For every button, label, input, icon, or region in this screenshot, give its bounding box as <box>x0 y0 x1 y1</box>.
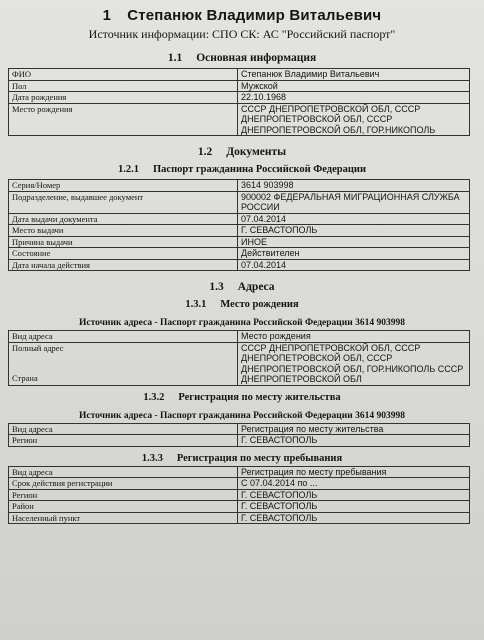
field-value: Мужской <box>238 80 470 92</box>
field-value: СССР ДНЕПРОПЕТРОВСКОЙ ОБЛ, СССР ДНЕПРОПЕТРОВСКОЙ ОБЛ, СССР ДНЕПРОПЕТРОВСКОЙ ОБЛ, ГОР.НИКОПОЛЬ СССР ДНЕПРОПЕТРОВСКОЙ ОБЛ <box>238 342 470 385</box>
section-heading-1-3-2: 1.3.2 Регистрация по месту жительства <box>143 391 341 403</box>
basic-info-table <box>8 68 470 136</box>
field-value: 07.04.2014 <box>238 259 470 271</box>
table-row <box>9 80 470 92</box>
field-value: 22.10.1968 <box>238 92 470 104</box>
section-heading-1-3-1: 1.3.1 Место рождения <box>185 299 299 310</box>
table-row <box>9 435 470 447</box>
address-source-birthplace: Источник адреса - Паспорт гражданина Российской Федерации 3614 903998 <box>79 318 405 328</box>
table-row <box>9 466 470 478</box>
table-row <box>9 501 470 513</box>
field-label: Подразделение, выдавшее документ <box>9 191 238 213</box>
field-label: Срок действия регистрации <box>9 478 238 490</box>
field-value: Действителен <box>238 248 470 260</box>
table-row <box>9 259 470 271</box>
field-value: Г. СЕВАСТОПОЛЬ <box>238 512 470 524</box>
section-heading-1-3-3: 1.3.3 Регистрация по месту пребывания <box>141 452 343 464</box>
table-row <box>9 478 470 490</box>
table-row <box>9 236 470 248</box>
field-label: Серия/Номер <box>9 180 238 192</box>
section-heading-1-2-1: 1.2.1 Паспорт гражданина Российской Федерации <box>118 164 366 175</box>
field-value: 3614 903998 <box>238 180 470 192</box>
field-label: Дата начала действия <box>9 259 238 271</box>
field-label: Район <box>9 501 238 513</box>
section-heading-1-3: 1.3 Адреса <box>209 281 275 293</box>
field-value: СССР ДНЕПРОПЕТРОВСКОЙ ОБЛ, СССР ДНЕПРОПЕТРОВСКОЙ ОБЛ, СССР ДНЕПРОПЕТРОВСКОЙ ОБЛ, ГОР.НИКОПОЛЬ <box>238 103 470 136</box>
stay-address-table <box>8 466 470 525</box>
field-label: Дата рождения <box>9 92 238 104</box>
field-value: ИНОЕ <box>238 236 470 248</box>
field-label: Населенный пункт <box>9 512 238 524</box>
field-label: Регион <box>9 435 238 447</box>
field-value: Г. СЕВАСТОПОЛЬ <box>238 489 470 501</box>
country-label: Страна <box>12 373 38 383</box>
field-value: Г. СЕВАСТОПОЛЬ <box>238 225 470 237</box>
title-text: Степанюк Владимир Витальевич <box>127 7 382 24</box>
field-label: Вид адреса <box>9 331 238 343</box>
table-row <box>9 342 470 385</box>
page-title <box>0 0 484 24</box>
title-number: 1 <box>102 7 112 24</box>
table-row <box>9 103 470 136</box>
field-label: Вид адреса <box>9 466 238 478</box>
field-value: 07.04.2014 <box>238 213 470 225</box>
field-label <box>9 342 238 385</box>
field-value: С 07.04.2014 по ... <box>238 478 470 490</box>
field-value: Г. СЕВАСТОПОЛЬ <box>238 501 470 513</box>
field-value: Регистрация по месту пребывания <box>238 466 470 478</box>
table-row <box>9 92 470 104</box>
residence-address-table <box>8 423 470 447</box>
field-value: Место рождения <box>238 331 470 343</box>
field-label: Вид адреса <box>9 423 238 435</box>
table-row <box>9 248 470 260</box>
field-value: Регистрация по месту жительства <box>238 423 470 435</box>
field-value: Степанюк Владимир Витальевич <box>238 69 470 81</box>
field-label: Регион <box>9 489 238 501</box>
field-label: Дата выдачи документа <box>9 213 238 225</box>
address-source-residence: Источник адреса - Паспорт гражданина Российской Федерации 3614 903998 <box>79 410 405 421</box>
section-heading-1-1: 1.1 Основная информация <box>167 52 317 64</box>
table-row <box>9 489 470 501</box>
passport-table <box>8 179 470 271</box>
section-heading-1-2: 1.2 Документы <box>197 146 287 158</box>
field-label: Пол <box>9 80 238 92</box>
table-row <box>9 180 470 192</box>
table-row <box>9 69 470 81</box>
field-label: Место выдачи <box>9 225 238 237</box>
table-row <box>9 191 470 213</box>
info-source: Источник информации: СПО СК: АС "Российский паспорт" <box>88 27 396 41</box>
full-address-label: Полный адрес <box>12 342 64 353</box>
field-label: ФИО <box>9 69 238 81</box>
table-row <box>9 423 470 435</box>
birthplace-address-table <box>8 330 470 386</box>
field-value: Г. СЕВАСТОПОЛЬ <box>238 435 470 447</box>
field-label: Место рождения <box>9 103 238 136</box>
table-row <box>9 512 470 524</box>
table-row <box>9 331 470 343</box>
field-label: Причина выдачи <box>9 236 238 248</box>
table-row <box>9 213 470 225</box>
field-label: Состояние <box>9 248 238 260</box>
table-row <box>9 225 470 237</box>
field-value: 900002 ФЕДЕРАЛЬНАЯ МИГРАЦИОННАЯ СЛУЖБА РОССИИ <box>238 191 470 213</box>
